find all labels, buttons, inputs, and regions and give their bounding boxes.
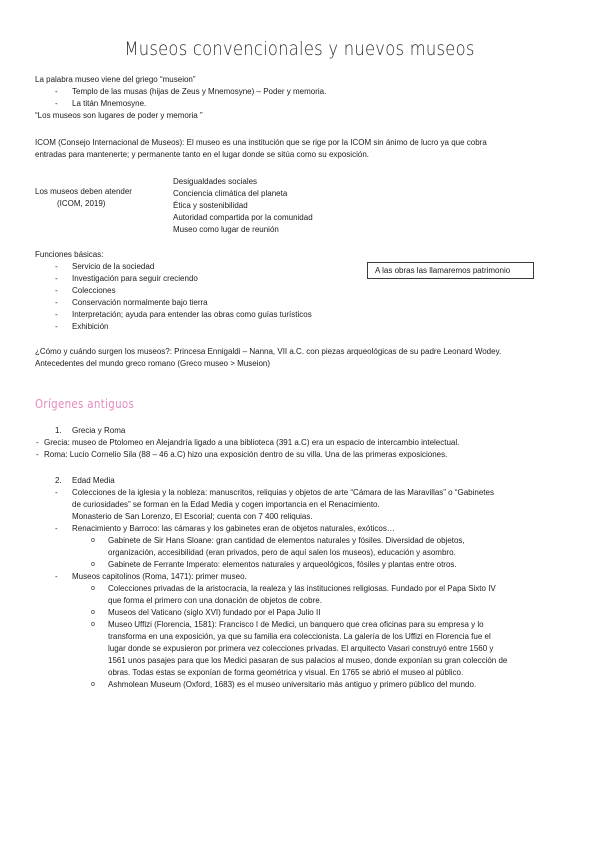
bullet-circle: o [91, 681, 95, 688]
list-item: Conservación normalmente bajo tierra [72, 298, 208, 307]
bullet-dash: - [55, 310, 58, 319]
list-item-cont: lugar donde se expusieron por primera vez colecciones privadas. El arquitecto Vasari construyó entre 1560 y [108, 644, 494, 653]
list-item: Colecciones [72, 286, 116, 295]
bullet-dash: - [55, 488, 58, 497]
bullet-circle: o [91, 585, 95, 592]
list-item: Renacimiento y Barroco: las cámaras y los gabinetes eran de objetos naturales, exóticos… [72, 524, 395, 533]
icom-line-2: entradas para mantenerte; y permanente tanto en el lugar donde se sitúa como su exposición. [35, 150, 369, 159]
list-item-cont: Monasterio de San Lorenzo, El Escorial; cuenta con 7 400 reliquias. [72, 512, 313, 521]
list-item: Roma: Lucio Cornelio Sila (88 – 46 a.C) hizo una exposición dentro de su villa. Una de las primeras exposiciones. [44, 450, 448, 459]
list-item: Gabinete de Sir Hans Sloane: gran cantidad de elementos naturales y fósiles. Diversidad de objetos, [108, 536, 465, 545]
list-item: Museo Uffizi (Florencia, 1581): Francisco I de Medici, un banquero que crea oficinas para su empresa y lo [108, 620, 484, 629]
bullet-dash: - [55, 524, 58, 533]
list-item: Colecciones de la iglesia y la nobleza: manuscritos, reliquias y objetos de arte “Cámara de las Maravillas” o “Gabinetes [72, 488, 494, 497]
section-heading: Orígenes antiguos [35, 396, 135, 411]
list-item-cont: que forma el primero con una donación de objetos de cobre. [108, 596, 322, 605]
atender-label: Los museos deben atender [35, 187, 132, 196]
list-item: Interpretación; ayuda para entender las obras como guías turísticos [72, 310, 312, 319]
icom-line-1: ICOM (Consejo Internacional de Museos): El museo es una institución que se rige por la ICOM sin ánimo de lucro ya que cobra [35, 138, 487, 147]
list-item: Investigación para seguir creciendo [72, 274, 198, 283]
list-item-cont: transforma en una exposición, ya que su familia era coleccionista. La galería de los Uffizi en Florencia fue el [108, 632, 491, 641]
bullet-dash: - [55, 274, 58, 283]
bullet-dash: - [55, 99, 58, 108]
list-item: Ética y sostenibilidad [173, 201, 248, 210]
bullet-dash: - [55, 87, 58, 96]
intro-quote: “Los museos son lugares de poder y memoria ” [35, 111, 203, 120]
bullet-dash: - [55, 298, 58, 307]
bullet-dash: - [36, 438, 39, 447]
list-item: Grecia: museo de Ptolomeo en Alejandría ligado a una biblioteca (391 a.C) era un espacio de intercambio intelectual. [44, 438, 460, 447]
atender-source: (ICOM, 2019) [57, 199, 106, 208]
list-item: La titán Mnemosyne. [72, 99, 147, 108]
list-item: Ashmolean Museum (Oxford, 1683) es el museo universitario más antiguo y primero público del mundo. [108, 680, 477, 689]
bullet-dash: - [36, 450, 39, 459]
list-item: Museos del Vaticano (siglo XVI) fundado por el Papa Julio II [108, 608, 321, 617]
list-item: Gabinete de Ferrante Imperato: elementos naturales y arqueológicos, fósiles y plantas entre otros. [108, 560, 457, 569]
list-item-cont: de curiosidades” se forman en la Edad Media y cogen importancia en el Renacimiento. [72, 500, 380, 509]
bullet-dash: - [55, 262, 58, 271]
bullet-circle: o [91, 561, 95, 568]
list-item: Servicio de la sociedad [72, 262, 155, 271]
list-number: 2. [55, 476, 62, 485]
list-item: Desigualdades sociales [173, 177, 258, 186]
list-item: Colecciones privadas de la aristocracia, la realeza y las instituciones religiosas. Fundado por el Papa Sixto IV [108, 584, 496, 593]
bullet-dash: - [55, 322, 58, 331]
subsection-title: Edad Media [72, 476, 115, 485]
list-item: Museo como lugar de reunión [173, 225, 279, 234]
bullet-circle: o [91, 609, 95, 616]
list-item-cont: organización, accesibilidad (eran privados, pero de aquí salen los museos), educación y asombro. [108, 548, 456, 557]
bullet-dash: - [55, 286, 58, 295]
page-title: Museos convencionales y nuevos museos [124, 38, 475, 60]
bullet-circle: o [91, 621, 95, 628]
patrimonio-note-box: A las obras las llamaremos patrimonio [367, 262, 534, 279]
bullet-circle: o [91, 537, 95, 544]
list-item-cont: obras. Todas estas se exponían de forma geométrica y visual. En 1765 se abrió el museo al público. [108, 668, 464, 677]
surgen-line-2: Antecedentes del mundo greco romano (Greco museo > Museion) [35, 359, 271, 368]
surgen-line-1: ¿Cómo y cuándo surgen los museos?: Princesa Ennigaldi – Nanna, VII a.C. con piezas arqueológicas de su padre Leonard Wodey. [35, 347, 502, 356]
list-number: 1. [55, 426, 62, 435]
funciones-heading: Funciones básicas: [35, 250, 104, 259]
bullet-dash: - [55, 572, 58, 581]
list-item: Museos capitolinos (Roma, 1471): primer museo. [72, 572, 247, 581]
list-item-cont: 1561 unos pasajes para que los Medici pasaran de sus palacios al museo, donde exponían su gran colección de [108, 656, 508, 665]
list-item: Autoridad compartida por la comunidad [173, 213, 313, 222]
list-item: Conciencia climática del planeta [173, 189, 288, 198]
list-item: Templo de las musas (hijas de Zeus y Mnemosyne) – Poder y memoria. [72, 87, 327, 96]
list-item: Exhibición [72, 322, 109, 331]
intro-line: La palabra museo viene del griego “museion” [35, 75, 196, 84]
subsection-title: Grecia y Roma [72, 426, 126, 435]
